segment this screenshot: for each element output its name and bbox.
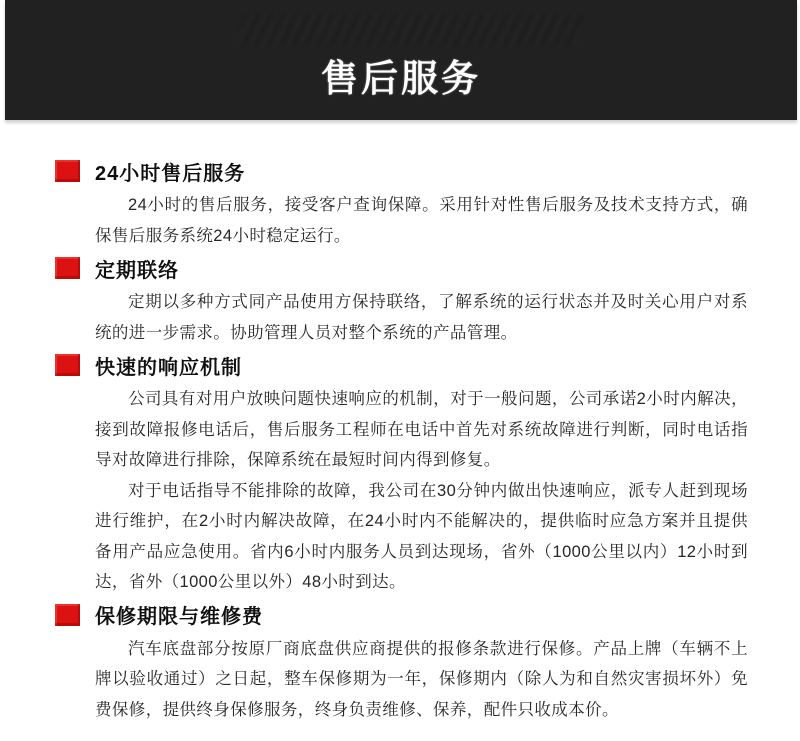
section-paragraph: 24小时的售后服务，接受客户查询保障。采用针对性售后服务及技术支持方式，确保售后服务系统24小时稳定运行。: [95, 196, 748, 245]
section-header: [95, 256, 748, 280]
section-rapid-response: [95, 353, 748, 598]
section-header: [95, 353, 748, 377]
section-24h-service: [95, 159, 748, 251]
section-heading: 快速的响应机制: [95, 356, 242, 379]
watermark: [237, 14, 584, 46]
section-heading: 保修期限与维修费: [95, 606, 263, 628]
section-body: [95, 190, 748, 251]
section-warranty: [95, 603, 748, 726]
section-paragraph: 对于电话指导不能排除的故障，我公司在30分钟内做出快速响应，派专人赶到现场进行维护，在2小时内解决故障，在24小时内不能解决的，提供临时应急方案并且提供备用产品应急使用。省内6小时内服务人员到达现场，省外（1000公里以内）12小时到达，省外（1000公里以外）48小时到达。: [95, 481, 748, 591]
section-paragraph: 定期以多种方式同产品使用方保持联络，了解系统的运行状态并及时关心用户对系统的进一步需求。协助管理人员对整个系统的产品管理。: [95, 293, 748, 342]
red-square-bullet-icon: [55, 257, 80, 279]
section-body: [95, 634, 748, 726]
section-heading: 24小时售后服务: [95, 162, 246, 185]
section-header: [95, 159, 748, 183]
section-header: [95, 603, 748, 627]
section-regular-contact: [95, 256, 748, 348]
content-area: [0, 120, 800, 725]
page-title: 售后服务: [321, 58, 481, 99]
section-heading: 定期联络: [95, 259, 179, 282]
section-body: [95, 287, 748, 348]
section-paragraph: 公司具有对用户放映问题快速响应的机制，对于一般问题，公司承诺2小时内解决，接到故障报修电话后，售后服务工程师在电话中首先对系统故障进行判断，同时电话指导对故障进行排除，保障系统在最短时间内得到修复。: [95, 390, 748, 469]
section-body: [95, 384, 748, 598]
red-square-bullet-icon: [55, 604, 80, 626]
red-square-bullet-icon: [55, 160, 80, 182]
header-banner: [5, 0, 797, 120]
red-square-bullet-icon: [55, 354, 80, 376]
section-paragraph: 汽车底盘部分按原厂商底盘供应商提供的报修条款进行保修。产品上牌（车辆不上牌以验收通过）之日起，整车保修期为一年，保修期内（除人为和自然灾害损坏外）免费保修，提供终身保修服务，终身负责维修、保养，配件只收成本价。: [95, 639, 748, 719]
